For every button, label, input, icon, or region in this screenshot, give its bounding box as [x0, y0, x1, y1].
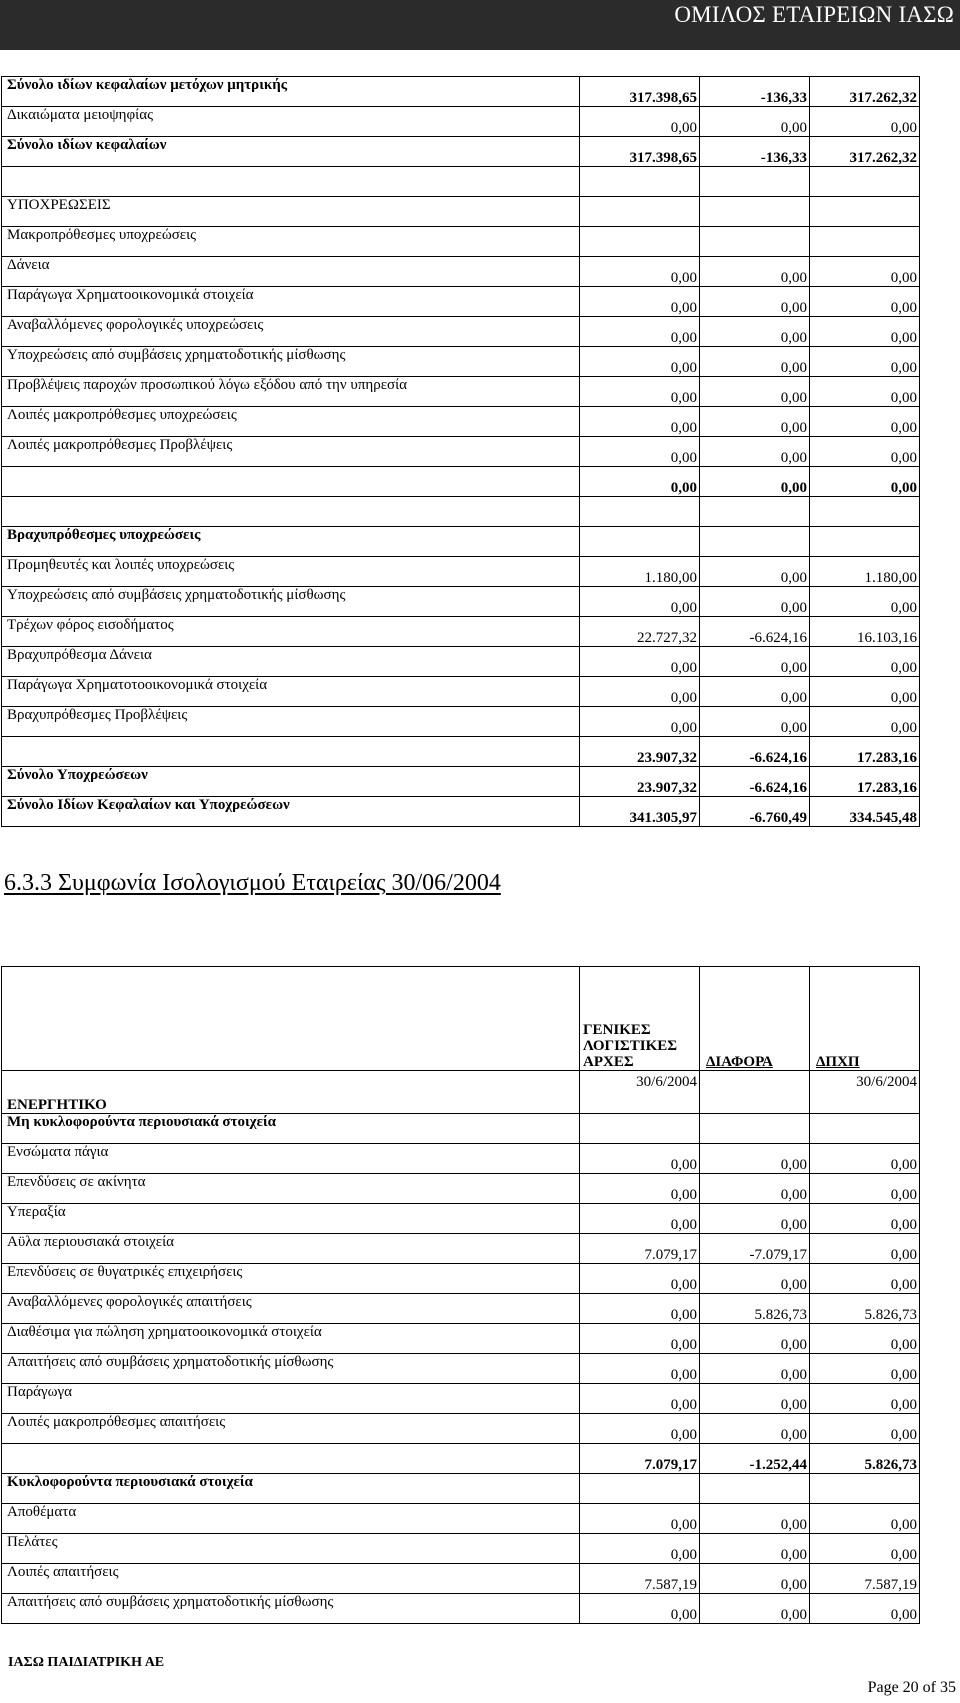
- value-2: 0,00: [700, 557, 810, 587]
- table-row: [2, 1114, 920, 1144]
- value-1: 0,00: [580, 1534, 700, 1564]
- table-row: [2, 677, 920, 707]
- value-3: 0,00: [810, 647, 920, 677]
- value-1: 0,00: [580, 587, 700, 617]
- row-label: Βραχυπρόθεσμες Προβλέψεις: [2, 707, 580, 737]
- value-1: 0,00: [580, 707, 700, 737]
- table-row: [2, 377, 920, 407]
- table-row: [2, 437, 920, 467]
- value-3: 0,00: [810, 377, 920, 407]
- value-1: [580, 1474, 700, 1504]
- table-row: [2, 317, 920, 347]
- value-2: -6.624,16: [700, 737, 810, 767]
- table-row: [2, 617, 920, 647]
- value-2: 0,00: [700, 677, 810, 707]
- value-2: 0,00: [700, 1204, 810, 1234]
- table-row: [2, 167, 920, 197]
- row-label: [2, 467, 580, 497]
- value-3: 5.826,73: [810, 1444, 920, 1474]
- value-3: [810, 1114, 920, 1144]
- row-label: Παράγωγα: [2, 1384, 580, 1414]
- row-label: [2, 497, 580, 527]
- table-row: [2, 497, 920, 527]
- value-2: 0,00: [700, 1264, 810, 1294]
- col-header-difference: ΔΙΑΦΟΡΑ: [706, 1054, 773, 1070]
- value-2: 0,00: [700, 377, 810, 407]
- row-label: Σύνολο ιδίων κεφαλαίων μετόχων μητρικής: [2, 77, 580, 107]
- row-label: Βραχυπρόθεσμα Δάνεια: [2, 647, 580, 677]
- value-2: 0,00: [700, 107, 810, 137]
- value-3: 317.262,32: [810, 137, 920, 167]
- row-label: Αναβαλλόμενες φορολογικές απαιτήσεις: [2, 1294, 580, 1324]
- value-1: 0,00: [580, 1204, 700, 1234]
- row-label: Μακροπρόθεσμες υποχρεώσεις: [2, 227, 580, 257]
- value-1: 0,00: [580, 257, 700, 287]
- table-row: [2, 1504, 920, 1534]
- value-3: [810, 167, 920, 197]
- value-3: [810, 227, 920, 257]
- value-2: 0,00: [700, 1504, 810, 1534]
- row-label: Προμηθευτές και λοιπές υποχρεώσεις: [2, 557, 580, 587]
- page-header-bar: [0, 0, 960, 50]
- value-2: 0,00: [700, 1144, 810, 1174]
- table-row: [2, 707, 920, 737]
- value-1: 0,00: [580, 1354, 700, 1384]
- value-1: 0,00: [580, 467, 700, 497]
- value-3: [810, 197, 920, 227]
- row-label: Βραχυπρόθεσμες υποχρεώσεις: [2, 527, 580, 557]
- value-2: 0,00: [700, 1354, 810, 1384]
- table-row: [2, 1294, 920, 1324]
- table-row: [2, 467, 920, 497]
- value-2: 0,00: [700, 257, 810, 287]
- value-2: 0,00: [700, 587, 810, 617]
- value-1: 0,00: [580, 1414, 700, 1444]
- value-2: 0,00: [700, 1174, 810, 1204]
- value-3: 334.545,48: [810, 797, 920, 827]
- table-row: [2, 527, 920, 557]
- value-3: 0,00: [810, 287, 920, 317]
- value-1: 7.079,17: [580, 1444, 700, 1474]
- value-2: 0,00: [700, 437, 810, 467]
- value-2: -7.079,17: [700, 1234, 810, 1264]
- row-label: Σύνολο Ιδίων Κεφαλαίων και Υποχρεώσεων: [2, 797, 580, 827]
- value-1: 23.907,32: [580, 737, 700, 767]
- table-row: [2, 107, 920, 137]
- value-3: 0,00: [810, 1144, 920, 1174]
- row-label: Υποχρεώσεις από συμβάσεις χρηματοδοτικής μίσθωσης: [2, 347, 580, 377]
- row-label: Απαιτήσεις από συμβάσεις χρηματοδοτικής μίσθωσης: [2, 1354, 580, 1384]
- value-3: 0,00: [810, 347, 920, 377]
- value-3: 0,00: [810, 1594, 920, 1624]
- row-label: Ενσώματα πάγια: [2, 1144, 580, 1174]
- table-row: [2, 1444, 920, 1474]
- liabilities-table: [1, 76, 920, 827]
- table-row: [2, 1594, 920, 1624]
- date-ifrs: 30/6/2004: [810, 1071, 920, 1114]
- value-2: -6.624,16: [700, 617, 810, 647]
- row-label: Υποχρεώσεις από συμβάσεις χρηματοδοτικής μίσθωσης: [2, 587, 580, 617]
- table-row: [2, 77, 920, 107]
- value-3: 0,00: [810, 437, 920, 467]
- value-2: 0,00: [700, 407, 810, 437]
- table-row: [2, 1354, 920, 1384]
- value-3: 0,00: [810, 407, 920, 437]
- value-2: -136,33: [700, 137, 810, 167]
- value-1: 0,00: [580, 677, 700, 707]
- value-1: [580, 167, 700, 197]
- row-label: Κυκλοφορούντα περιουσιακά στοιχεία: [2, 1474, 580, 1504]
- value-1: 1.180,00: [580, 557, 700, 587]
- row-label: Διαθέσιμα για πώληση χρηματοοικονομικά στοιχεία: [2, 1324, 580, 1354]
- value-1: 0,00: [580, 287, 700, 317]
- table-row: [2, 1234, 920, 1264]
- table-row: [2, 647, 920, 677]
- value-3: 0,00: [810, 707, 920, 737]
- value-3: [810, 497, 920, 527]
- value-1: [580, 197, 700, 227]
- row-label: [2, 737, 580, 767]
- row-label: Παράγωγα Χρηματοοικονομικά στοιχεία: [2, 287, 580, 317]
- value-1: 0,00: [580, 1594, 700, 1624]
- table-row: [2, 797, 920, 827]
- table-row: [2, 1384, 920, 1414]
- table-row: [2, 557, 920, 587]
- row-label: Επενδύσεις σε θυγατρικές επιχειρήσεις: [2, 1264, 580, 1294]
- footer-page-number: Page 20 of 35: [867, 1679, 956, 1696]
- table-row: [2, 1204, 920, 1234]
- value-1: 0,00: [580, 1504, 700, 1534]
- row-label: Προβλέψεις παροχών προσωπικού λόγω εξόδου από την υπηρεσία: [2, 377, 580, 407]
- value-2: [700, 497, 810, 527]
- value-2: -6.624,16: [700, 767, 810, 797]
- value-3: 0,00: [810, 1324, 920, 1354]
- col-header-ifrs: ΔΠΧΠ: [816, 1054, 860, 1070]
- value-3: 0,00: [810, 1384, 920, 1414]
- value-1: 22.727,32: [580, 617, 700, 647]
- value-2: [700, 1474, 810, 1504]
- value-3: 0,00: [810, 677, 920, 707]
- value-2: 0,00: [700, 1594, 810, 1624]
- value-1: 7.079,17: [580, 1234, 700, 1264]
- value-1: [580, 227, 700, 257]
- table-row: [2, 197, 920, 227]
- row-label: ΥΠΟΧΡΕΩΣΕΙΣ: [2, 197, 580, 227]
- reconciliation-table: [1, 966, 920, 1624]
- table-row: [2, 1534, 920, 1564]
- value-1: 0,00: [580, 647, 700, 677]
- value-3: 0,00: [810, 1354, 920, 1384]
- value-1: [580, 1114, 700, 1144]
- row-label: Μη κυκλοφορούντα περιουσιακά στοιχεία: [2, 1114, 580, 1144]
- row-label: Επενδύσεις σε ακίνητα: [2, 1174, 580, 1204]
- value-3: 0,00: [810, 467, 920, 497]
- value-2: 0,00: [700, 1414, 810, 1444]
- value-2: [700, 197, 810, 227]
- value-1: 0,00: [580, 317, 700, 347]
- value-2: 0,00: [700, 1324, 810, 1354]
- row-label: Σύνολο ιδίων κεφαλαίων: [2, 137, 580, 167]
- value-2: 0,00: [700, 287, 810, 317]
- value-1: 0,00: [580, 1174, 700, 1204]
- table-row: [2, 407, 920, 437]
- table-row: [2, 1324, 920, 1354]
- value-2: 5.826,73: [700, 1294, 810, 1324]
- value-2: 0,00: [700, 647, 810, 677]
- row-label: Υπεραξία: [2, 1204, 580, 1234]
- col-header-gaap: ΓΕΝΙΚΕΣ ΛΟΓΙΣΤΙΚΕΣ ΑΡΧΕΣ: [580, 967, 700, 1071]
- value-3: 0,00: [810, 317, 920, 347]
- row-label: Απαιτήσεις από συμβάσεις χρηματοδοτικής μίσθωσης: [2, 1594, 580, 1624]
- row-label: Δάνεια: [2, 257, 580, 287]
- footer-company: ΙΑΣΩ ΠΑΙΔΙΑΤΡΙΚΗ ΑΕ: [8, 1655, 165, 1670]
- value-2: 0,00: [700, 1384, 810, 1414]
- value-3: [810, 1474, 920, 1504]
- header-title: ΟΜΙΛΟΣ ΕΤΑΙΡΕΙΩΝ ΙΑΣΩ: [674, 2, 954, 27]
- row-label: [2, 1444, 580, 1474]
- value-3: 317.262,32: [810, 77, 920, 107]
- value-3: 0,00: [810, 587, 920, 617]
- value-3: 0,00: [810, 1234, 920, 1264]
- row-label: Αναβαλλόμενες φορολογικές υποχρεώσεις: [2, 317, 580, 347]
- value-1: 0,00: [580, 407, 700, 437]
- table-row: [2, 347, 920, 377]
- table-row: [2, 137, 920, 167]
- value-3: 5.826,73: [810, 1294, 920, 1324]
- value-1: 0,00: [580, 1324, 700, 1354]
- table-row: [2, 737, 920, 767]
- value-1: 23.907,32: [580, 767, 700, 797]
- value-3: 0,00: [810, 1204, 920, 1234]
- row-label: Αϋλα περιουσιακά στοιχεία: [2, 1234, 580, 1264]
- table-row: [2, 1264, 920, 1294]
- value-3: 17.283,16: [810, 737, 920, 767]
- value-2: -136,33: [700, 77, 810, 107]
- row-label: Τρέχων φόρος εισοδήματος: [2, 617, 580, 647]
- row-label: Λοιπές μακροπρόθεσμες υποχρεώσεις: [2, 407, 580, 437]
- value-2: 0,00: [700, 1564, 810, 1594]
- value-3: [810, 527, 920, 557]
- value-1: 7.587,19: [580, 1564, 700, 1594]
- value-1: 0,00: [580, 107, 700, 137]
- value-2: 0,00: [700, 1534, 810, 1564]
- value-2: 0,00: [700, 317, 810, 347]
- value-3: 16.103,16: [810, 617, 920, 647]
- value-1: 317.398,65: [580, 137, 700, 167]
- value-3: 0,00: [810, 1264, 920, 1294]
- row-label: Λοιπές μακροπρόθεσμες Προβλέψεις: [2, 437, 580, 467]
- table-row: [2, 1144, 920, 1174]
- value-1: [580, 527, 700, 557]
- value-2: [700, 227, 810, 257]
- value-3: 0,00: [810, 107, 920, 137]
- table-row: [2, 767, 920, 797]
- value-1: 0,00: [580, 1384, 700, 1414]
- value-1: 0,00: [580, 1264, 700, 1294]
- table-row: [2, 227, 920, 257]
- value-3: 0,00: [810, 1174, 920, 1204]
- table-row: [2, 1564, 920, 1594]
- value-2: 0,00: [700, 467, 810, 497]
- value-3: 0,00: [810, 257, 920, 287]
- value-2: [700, 527, 810, 557]
- value-2: -6.760,49: [700, 797, 810, 827]
- row-label: Σύνολο Υποχρεώσεων: [2, 767, 580, 797]
- table-row: [2, 287, 920, 317]
- value-3: 0,00: [810, 1504, 920, 1534]
- value-2: [700, 167, 810, 197]
- value-2: [700, 1114, 810, 1144]
- table-header-row: [2, 967, 920, 1071]
- value-3: 17.283,16: [810, 767, 920, 797]
- row-label: Δικαιώματα μειοψηφίας: [2, 107, 580, 137]
- value-3: 0,00: [810, 1534, 920, 1564]
- value-3: 0,00: [810, 1414, 920, 1444]
- value-1: [580, 497, 700, 527]
- value-1: 0,00: [580, 347, 700, 377]
- date-row: [2, 1071, 920, 1114]
- row-label: Πελάτες: [2, 1534, 580, 1564]
- value-1: 317.398,65: [580, 77, 700, 107]
- value-1: 0,00: [580, 377, 700, 407]
- value-2: -1.252,44: [700, 1444, 810, 1474]
- table-row: [2, 1414, 920, 1444]
- value-1: 0,00: [580, 437, 700, 467]
- date-gaap: 30/6/2004: [580, 1071, 700, 1114]
- value-3: 1.180,00: [810, 557, 920, 587]
- value-3: 7.587,19: [810, 1564, 920, 1594]
- value-1: 341.305,97: [580, 797, 700, 827]
- table-row: [2, 257, 920, 287]
- value-1: 0,00: [580, 1144, 700, 1174]
- value-2: 0,00: [700, 707, 810, 737]
- value-2: 0,00: [700, 347, 810, 377]
- table-row: [2, 587, 920, 617]
- assets-heading: ΕΝΕΡΓΗΤΙΚΟ: [2, 1071, 580, 1114]
- table-row: [2, 1174, 920, 1204]
- row-label: Αποθέματα: [2, 1504, 580, 1534]
- value-1: 0,00: [580, 1294, 700, 1324]
- table-row: [2, 1474, 920, 1504]
- row-label: [2, 167, 580, 197]
- row-label: Παράγωγα Χρηματοτοοικονομικά στοιχεία: [2, 677, 580, 707]
- section-title: 6.3.3 Συμφωνία Ισολογισμού Εταιρείας 30/06/2004: [4, 870, 501, 896]
- row-label: Λοιπές απαιτήσεις: [2, 1564, 580, 1594]
- row-label: Λοιπές μακροπρόθεσμες απαιτήσεις: [2, 1414, 580, 1444]
